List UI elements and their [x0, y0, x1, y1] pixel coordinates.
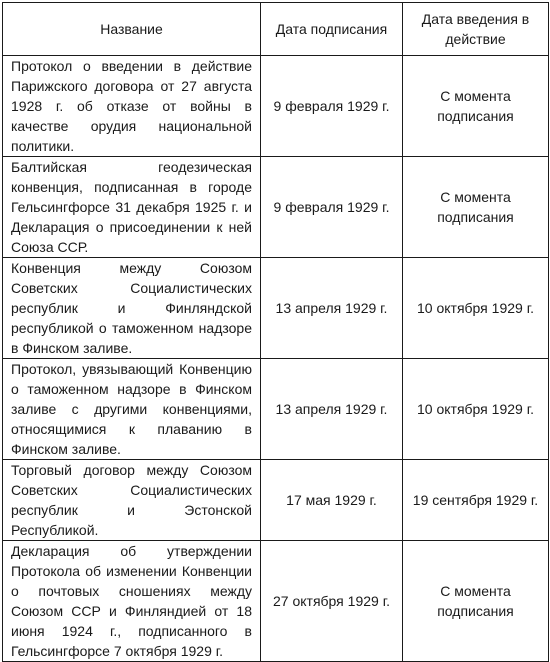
table-row — [3, 258, 549, 359]
row-signed-date: 9 февраля 1929 г. — [261, 157, 403, 258]
row-signed-date: 27 октября 1929 г. — [261, 541, 403, 662]
row-effective-date: С момента подписания — [403, 157, 549, 258]
row-name: Декларация об утверждении Протокола об изменении Конвенции о почтовых сношениях между Союзом ССР и Финляндией от 18 июня 1924 г., подписанного в Гельсингфорсе 7 октября 1929 г. — [3, 541, 261, 662]
row-signed-date: 17 мая 1929 г. — [261, 460, 403, 541]
row-name: Торговый договор между Союзом Советских Социалистических республик и Эстонской Республикой. — [3, 460, 261, 541]
row-signed-date: 13 апреля 1929 г. — [261, 258, 403, 359]
row-effective-date: 10 октября 1929 г. — [403, 258, 549, 359]
row-effective-date: С момента подписания — [403, 541, 549, 662]
table-row — [3, 541, 549, 662]
header-signed-date: Дата подписания — [261, 3, 403, 56]
row-name: Протокол о введении в действие Парижского договора от 27 августа 1928 г. об отказе от войны в качестве орудия национальной политики. — [3, 56, 261, 157]
table-row — [3, 56, 549, 157]
row-effective-date: С момента подписания — [403, 56, 549, 157]
table-row — [3, 359, 549, 460]
row-name: Конвенция между Союзом Советских Социалистических республик и Финляндской республикой о таможенном надзоре в Финском заливе. — [3, 258, 261, 359]
row-effective-date: 19 сентября 1929 г. — [403, 460, 549, 541]
row-name: Протокол, увязывающий Конвенцию о таможенном надзоре в Финском заливе с другими конвенциями, относящимися к плаванию в Финском заливе. — [3, 359, 261, 460]
header-name: Название — [3, 3, 261, 56]
row-effective-date: 10 октября 1929 г. — [403, 359, 549, 460]
table-row — [3, 460, 549, 541]
table-row — [3, 157, 549, 258]
header-row — [3, 3, 549, 56]
row-name: Балтийская геодезическая конвенция, подписанная в городе Гельсингфорсе 31 декабря 1925 г. и Декларация о присоединении к ней Союза ССР. — [3, 157, 261, 258]
row-signed-date: 9 февраля 1929 г. — [261, 56, 403, 157]
treaties-table — [2, 2, 549, 662]
row-signed-date: 13 апреля 1929 г. — [261, 359, 403, 460]
header-effective-date: Дата введения в действие — [403, 3, 549, 56]
